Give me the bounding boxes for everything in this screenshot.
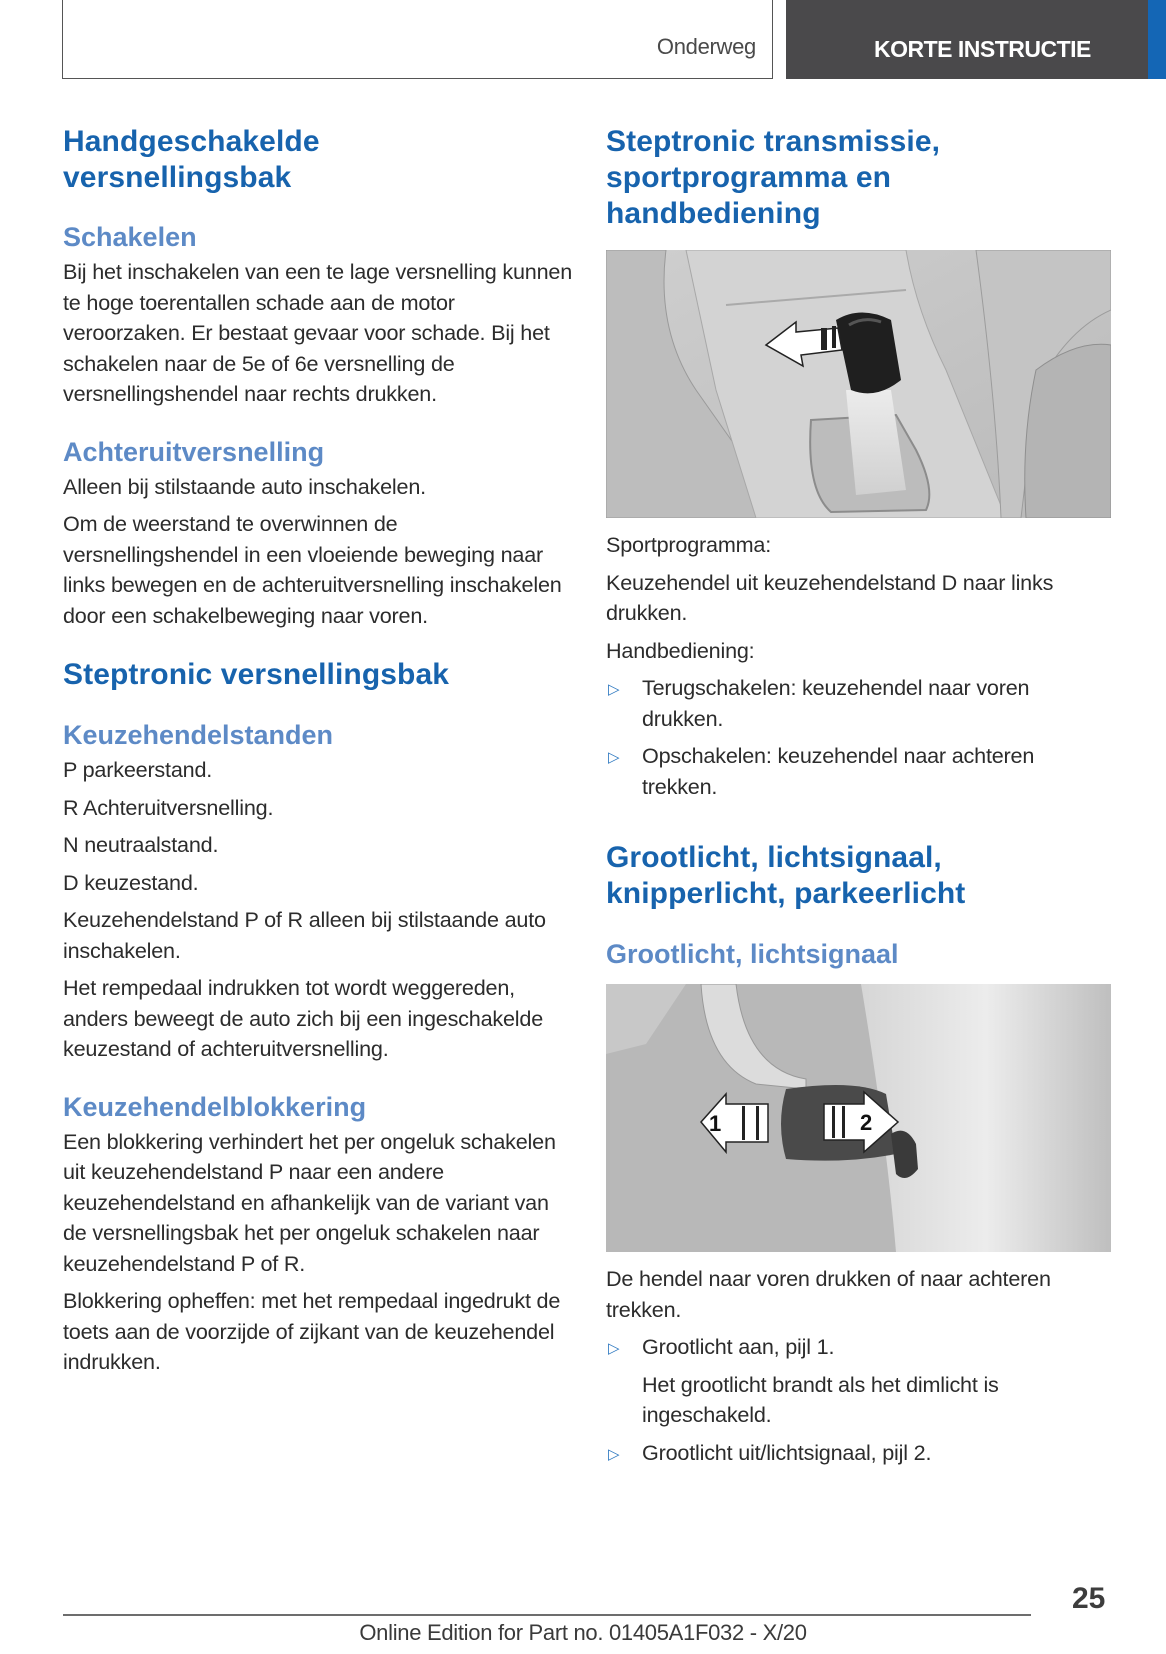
sport-text: Keuzehendel uit keuzehendelstand D naar links drukken.	[606, 569, 1054, 625]
position-d: D keuzestand.	[63, 869, 199, 895]
heading-steptronic-gearbox: Steptronic versnellingsbak	[63, 658, 450, 691]
subheading-achteruit: Achteruitversnelling	[63, 436, 325, 467]
list-item-note: Het grootlicht brandt als het dimlicht is ingeschakeld.	[642, 1371, 999, 1427]
header-section-box	[62, 0, 773, 79]
page-number: 25	[1072, 1582, 1106, 1615]
paragraph-blokkering-1: Een blokkering verhindert het per ongeluk schakelen uit keuzehendelstand P naar een andere keuzehendelstand en afhankelijk van de variant van de versnellingsbak het per ongeluk schakelen naar keuzehendelstand P of R.	[63, 1128, 556, 1276]
arrow-2-label: 2	[860, 1110, 873, 1135]
grootlicht-text: De hendel naar voren drukken of naar achteren trekken.	[606, 1266, 1051, 1322]
paragraph-standen-1: Keuzehendelstand P of R alleen bij stilstaande auto inschakelen.	[63, 907, 546, 963]
light-stalk-illustration	[606, 984, 1111, 1252]
list-item: ▷ Opschakelen: keuzehendel naar achteren trekken.	[608, 743, 1035, 799]
figure-light-stalk	[606, 984, 1111, 1252]
paragraph-standen-2: Het rempedaal indrukken tot wordt weggereden, anders beweegt de auto zich bij een ingeschakelde keuzestand of achteruitversnelling.	[63, 975, 544, 1061]
paragraph-achteruit-2: Om de weerstand te overwinnen de versnellingshendel in een vloeiende beweging naar links bewegen en de achteruitversnelling inschakelen door een schakelbeweging naar voren.	[63, 511, 562, 628]
heading-manual-gearbox: Handgeschakelde versnellingsbak	[63, 125, 320, 194]
list-item: ▷ Grootlicht uit/lichtsignaal, pijl 2.	[606, 1438, 1111, 1469]
list-item: ▷ Terugschakelen: keuzehendel naar voren drukken.	[608, 675, 1030, 731]
sport-label: Sportprogramma:	[606, 532, 772, 557]
position-n: N neutraalstand.	[63, 832, 219, 857]
subheading-blokkering: Keuzehendelblokkering	[63, 1091, 367, 1122]
chapter-accent-bar	[1148, 0, 1166, 79]
footer-edition: Online Edition for Part no. 01405A1F032 - X/20	[359, 1620, 807, 1645]
subheading-standen: Keuzehendelstanden	[63, 720, 334, 750]
subheading-schakelen: Schakelen	[63, 222, 197, 252]
position-p: P parkeerstand.	[63, 757, 213, 782]
footer-rule	[63, 1614, 1031, 1616]
hand-label: Handbediening:	[606, 637, 755, 663]
paragraph-blokkering-2: Blokkering opheffen: met het rempedaal ingedrukt de toets aan de voorzijde of zijkant van de keuzehendel indrukken.	[63, 1288, 561, 1374]
figure-selector-lever	[606, 250, 1111, 518]
bullet-triangle-icon: ▷	[608, 749, 620, 766]
heading-steptronic-transmission: Steptronic transmissie, sportprogramma en handbediening	[606, 125, 941, 230]
paragraph-achteruit-1: Alleen bij stilstaande auto inschakelen.	[63, 473, 426, 499]
bullet-triangle-icon: ▷	[608, 681, 620, 698]
arrow-1-label: 1	[709, 1111, 722, 1136]
subheading-grootlicht: Grootlicht, lichtsignaal	[606, 939, 899, 969]
left-column	[63, 124, 573, 1378]
bullet-triangle-icon: ▷	[608, 1445, 620, 1463]
header-section-label: Onderweg	[656, 34, 756, 59]
chapter-tab-label: KORTE INSTRUCTIE	[874, 36, 1091, 62]
heading-lights: Grootlicht, lichtsignaal, knipperlicht, parkeerlicht	[606, 841, 966, 910]
paragraph-schakelen: Bij het inschakelen van een te lage versnelling kunnen te hoge toerentallen schade aan de motor veroorzaken. Er bestaat gevaar voor schade. Bij het schakelen naar de 5e of 6e versnelling de versnellingshendel naar rechts drukken.	[63, 259, 573, 406]
selector-lever-illustration	[606, 250, 1111, 518]
chapter-tab	[786, 0, 1148, 79]
bullet-triangle-icon: ▷	[608, 1340, 620, 1357]
position-r: R Achteruitversnelling.	[63, 794, 274, 820]
right-column	[606, 124, 1111, 1468]
list-item: ▷ Grootlicht aan, pijl 1.	[606, 1332, 1111, 1363]
